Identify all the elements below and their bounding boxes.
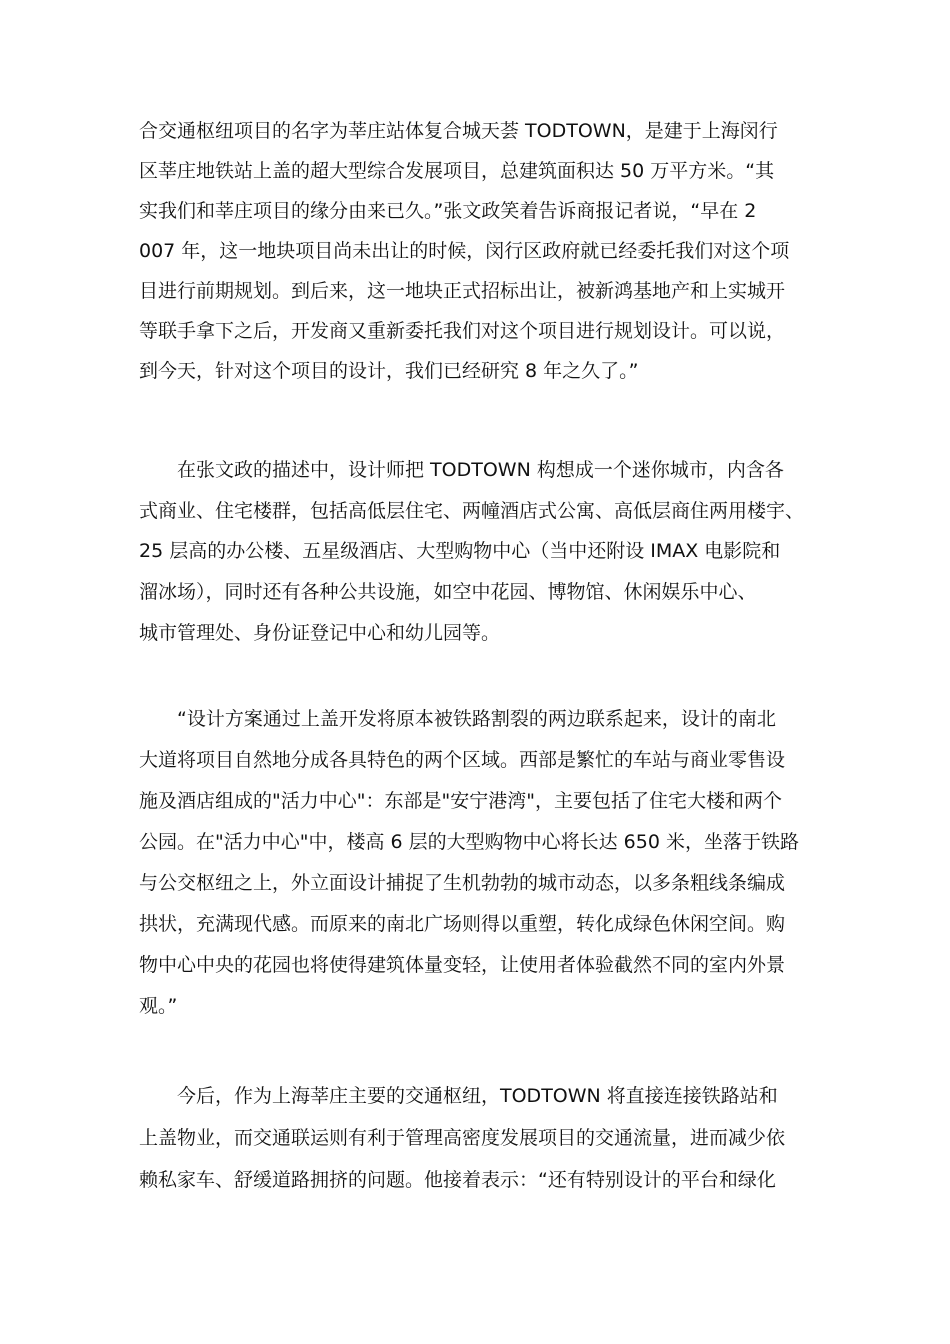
- paragraph-4-line-1: 今后，作为上海莘庄主要的交通枢纽，TODTOWN 将直接连接铁路站和: [139, 1085, 778, 1107]
- paragraph-3-line-4: 公园。在"活力中心"中，楼高 6 层的大型购物中心将长达 650 米，坐落于铁路: [139, 831, 799, 853]
- paragraph-1-line-6: 等联手拿下之后，开发商又重新委托我们对这个项目进行规划设计。可以说，: [139, 320, 786, 342]
- paragraph-3-line-7: 物中心中央的花园也将使得建筑体量变轻，让使用者体验截然不同的室内外景: [139, 954, 786, 976]
- paragraph-1-line-1: 合交通枢纽项目的名字为莘庄站体复合城天荟 TODTOWN，是建于上海闵行: [139, 120, 778, 142]
- paragraph-1-line-3: 实我们和莘庄项目的缘分由来已久。”张文政笑着告诉商报记者说，“早在 2: [139, 200, 757, 222]
- paragraph-2-line-5: 城市管理处、身份证登记中心和幼儿园等。: [139, 622, 501, 644]
- paragraph-3-line-2: 大道将项目自然地分成各具特色的两个区域。西部是繁忙的车站与商业零售设: [139, 749, 786, 771]
- paragraph-4-line-2: 上盖物业，而交通联运则有利于管理高密度发展项目的交通流量，进而减少依: [139, 1127, 786, 1149]
- paragraph-1-line-2: 区莘庄地铁站上盖的超大型综合发展项目，总建筑面积达 50 万平方米。“其: [139, 160, 775, 182]
- paragraph-3-line-3: 施及酒店组成的"活力中心"：东部是"安宁港湾"，主要包括了住宅大楼和两个: [139, 790, 782, 812]
- paragraph-1-line-7: 到今天，针对这个项目的设计，我们已经研究 8 年之久了。”: [139, 360, 639, 382]
- article-body: [139, 0, 859, 1344]
- paragraph-1-line-5: 目进行前期规划。到后来，这一地块正式招标出让，被新鸿基地产和上实城开: [139, 280, 786, 302]
- paragraph-2-line-4: 溜冰场），同时还有各种公共设施，如空中花园、博物馆、休闲娱乐中心、: [139, 581, 757, 603]
- paragraph-4-line-3: 赖私家车、舒缓道路拥挤的问题。他接着表示：“还有特别设计的平台和绿化: [139, 1169, 776, 1191]
- paragraph-3-line-5: 与公交枢纽之上，外立面设计捕捉了生机勃勃的城市动态，以多条粗线条编成: [139, 872, 786, 894]
- paragraph-3-line-8: 观。”: [139, 995, 178, 1017]
- paragraph-2-line-1: 在张文政的描述中，设计师把 TODTOWN 构想成一个迷你城市，内含各: [139, 459, 784, 481]
- paragraph-1-line-4: 007 年，这一地块项目尚未出让的时候，闵行区政府就已经委托我们对这个项: [139, 240, 790, 262]
- paragraph-3-line-6: 拱状，充满现代感。而原来的南北广场则得以重塑，转化成绿色休闲空间。购: [139, 913, 786, 935]
- paragraph-3-line-1: “设计方案通过上盖开发将原本被铁路割裂的两边联系起来，设计的南北: [139, 708, 776, 730]
- paragraph-2-line-3: 25 层高的办公楼、五星级酒店、大型购物中心（当中还附设 IMAX 电影院和: [139, 540, 781, 562]
- paragraph-2-line-2: 式商业、住宅楼群，包括高低层住宅、两幢酒店式公寓、高低层商住两用楼宇、: [139, 500, 805, 522]
